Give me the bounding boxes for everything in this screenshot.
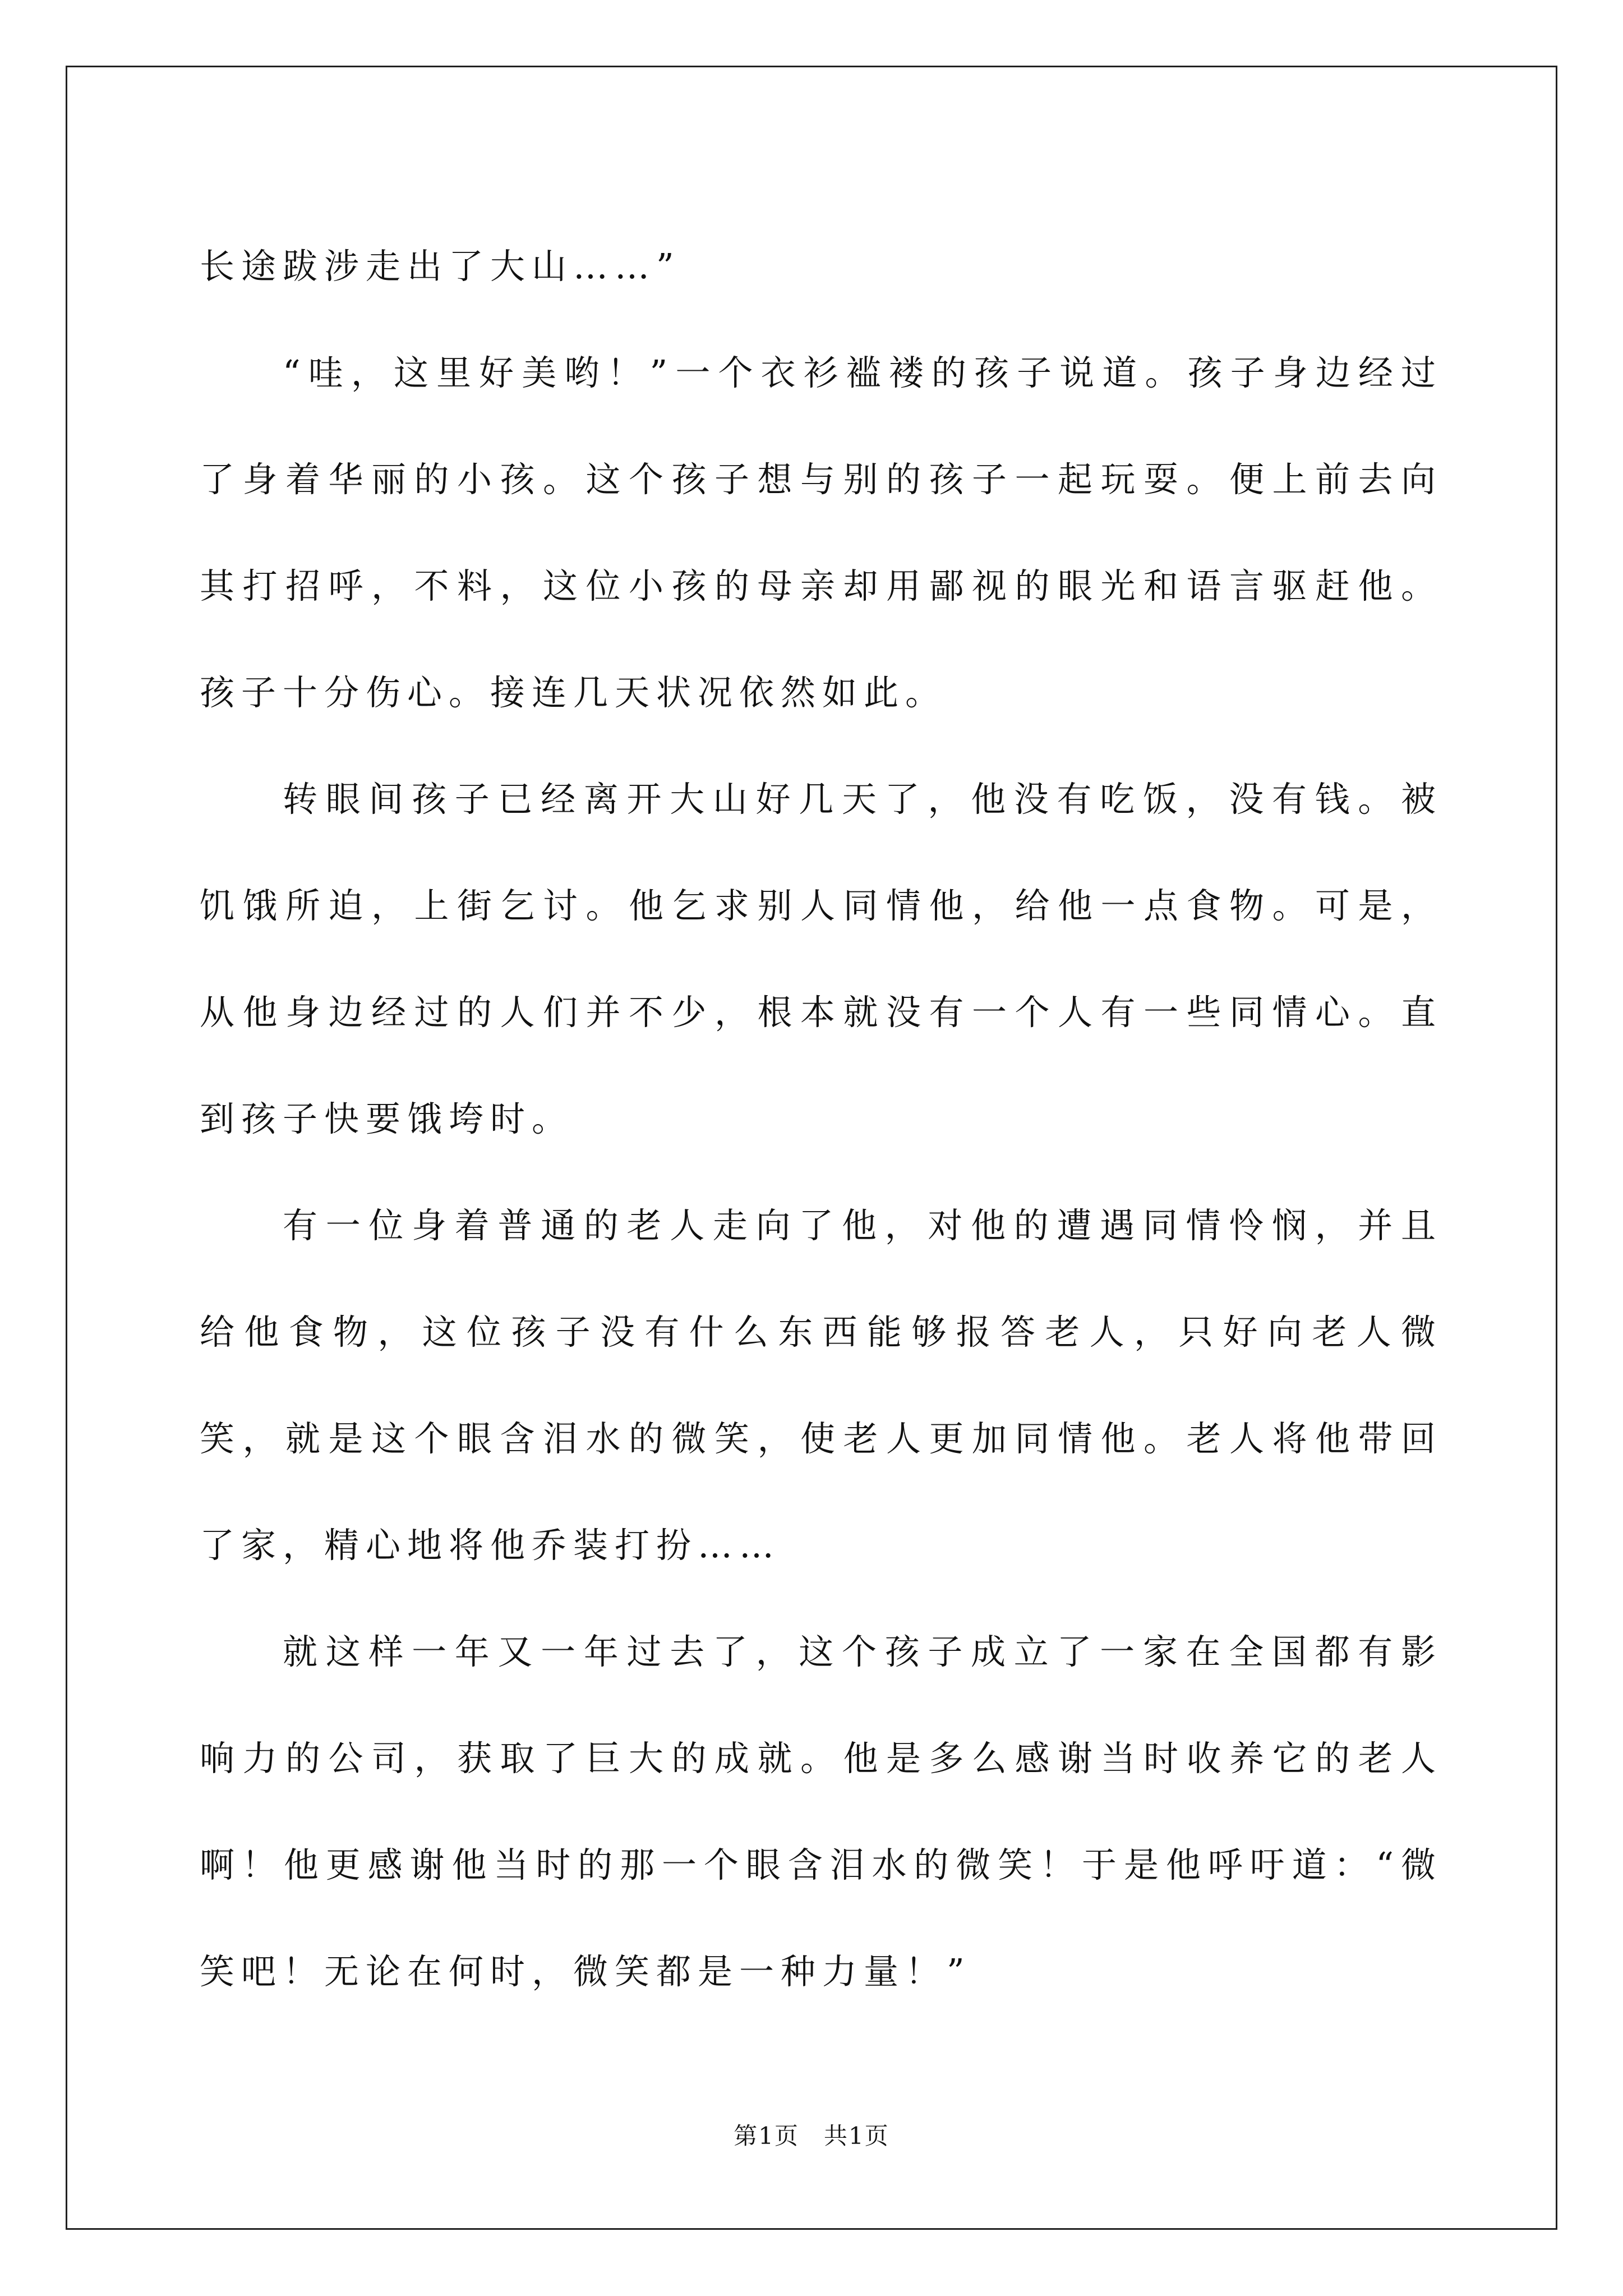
page-number-label: 第1页 共1页 — [734, 2122, 889, 2150]
document-body — [200, 213, 1442, 2025]
paragraph-5: 就这样一年又一年过去了，这个孩子成立了一家在全国都有影响力的公司，获取了巨大的成就。他是多么感谢当时收养它的老人啊！他更感谢他当时的那一个眼含泪水的微笑！于是他呼吁道：“微笑吧！无论在何时，微笑都是一种力量！” — [200, 1631, 1442, 1992]
paragraph-3: 转眼间孩子已经离开大山好几天了，他没有吃饭，没有钱。被饥饿所迫，上街乞讨。他乞求别人同情他，给他一点食物。可是，从他身边经过的人们并不少，根本就没有一个人有一些同情心。直到孩子快要饿垮时。 — [200, 779, 1442, 1139]
paragraph-2: “哇，这里好美哟！”一个衣衫褴褛的孩子说道。孩子身边经过了身着华丽的小孩。这个孩子想与别的孩子一起玩耍。便上前去向其打招呼，不料，这位小孩的母亲却用鄙视的眼光和语言驱赶他。孩子十分伤心。接连几天状况依然如此。 — [200, 352, 1442, 713]
paragraph-1: 长途跋涉走出了大山……” — [200, 246, 681, 287]
paragraph-4: 有一位身着普通的老人走向了他，对他的遭遇同情怜悯，并且给他食物，这位孩子没有什么东西能够报答老人，只好向老人微笑，就是这个眼含泪水的微笑，使老人更加同情他。老人将他带回了家，精心地将他乔装打扮…… — [200, 1205, 1442, 1566]
page-footer — [0, 2119, 1623, 2153]
